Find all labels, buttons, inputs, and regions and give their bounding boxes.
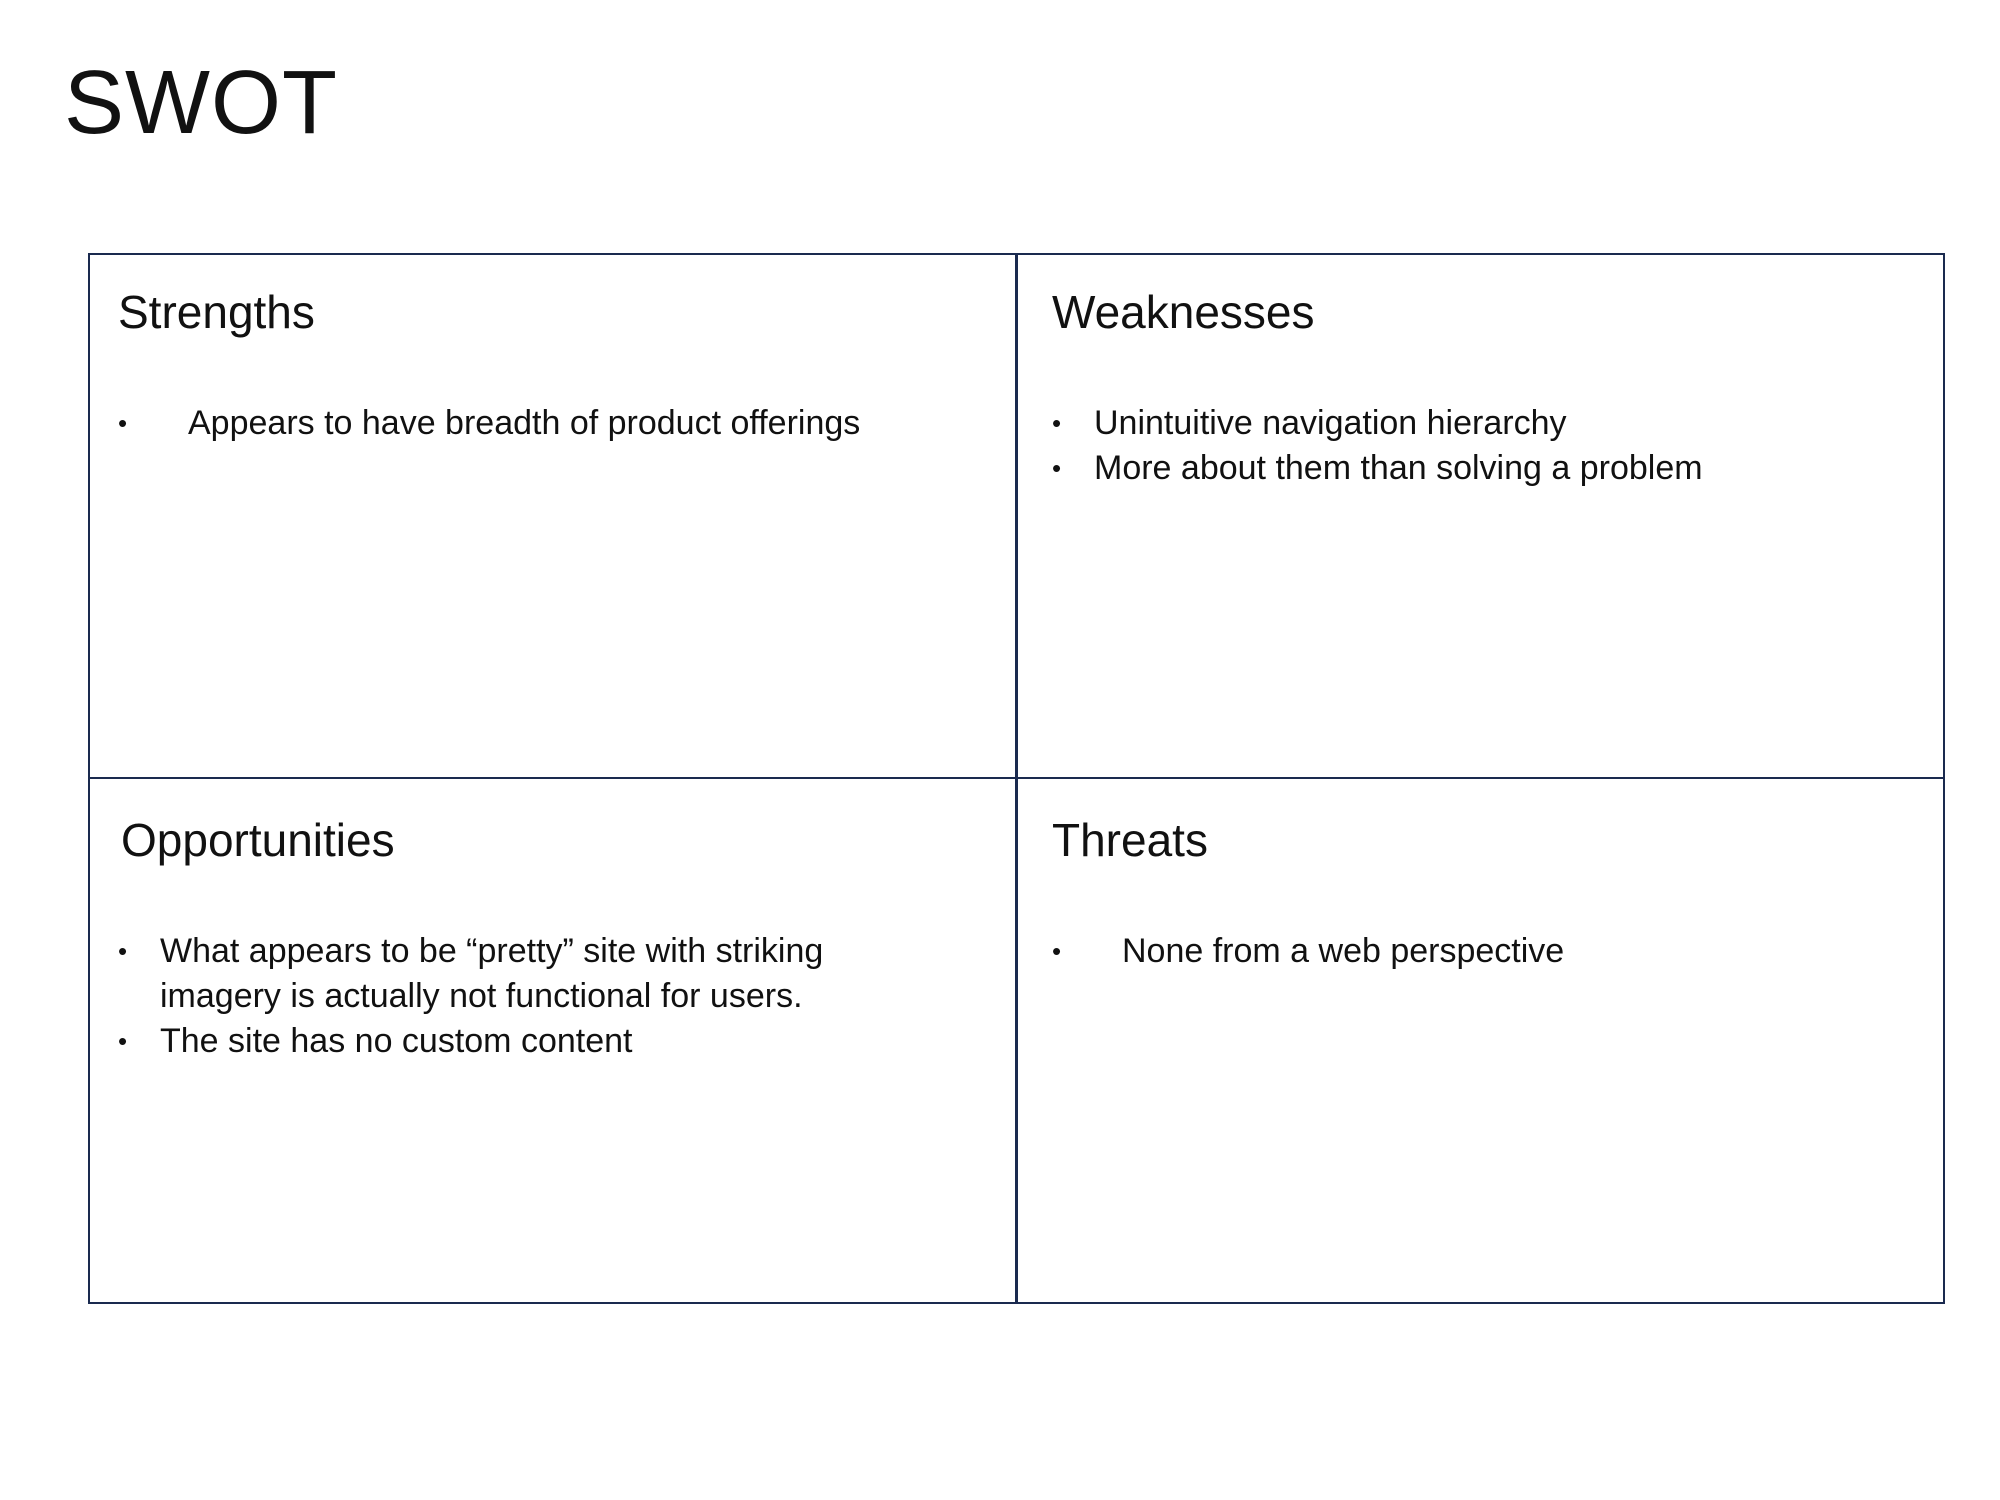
list-item (1052, 446, 1912, 491)
opportunities-quadrant (90, 779, 1015, 1304)
list-item-text: None from a web perspective (1122, 932, 1565, 970)
list-item-text: More about them than solving a problem (1094, 449, 1703, 487)
swot-grid (88, 253, 1945, 1304)
list-item (118, 929, 948, 1019)
threats-heading: Threats (1052, 814, 1208, 866)
list-item-text: Unintuitive navigation hierarchy (1094, 404, 1567, 442)
list-item (1052, 401, 1912, 446)
bullet-icon: • (1052, 408, 1062, 438)
list-item (118, 401, 998, 446)
bullet-icon: • (1052, 453, 1062, 483)
list-item-text: Appears to have breadth of product offerings (188, 404, 861, 442)
strengths-heading: Strengths (118, 286, 315, 338)
threats-list (1052, 929, 1912, 974)
opportunities-heading: Opportunities (121, 814, 395, 866)
weaknesses-heading: Weaknesses (1052, 286, 1315, 338)
list-item (1052, 929, 1912, 974)
list-item-text: The site has no custom content (160, 1022, 633, 1060)
bullet-icon: • (118, 936, 128, 966)
opportunities-list (118, 929, 948, 1064)
list-item (118, 1019, 948, 1064)
strengths-quadrant (90, 255, 1015, 777)
bullet-icon: • (118, 1026, 128, 1056)
weaknesses-quadrant (1018, 255, 1945, 777)
slide-title: SWOT (64, 53, 338, 153)
bullet-icon: • (1052, 936, 1062, 966)
strengths-list (118, 401, 998, 446)
bullet-icon: • (118, 408, 128, 438)
list-item-text: What appears to be “pretty” site with striking imagery is actually not functional for users. (160, 932, 824, 1015)
threats-quadrant (1018, 779, 1945, 1304)
weaknesses-list (1052, 401, 1912, 491)
